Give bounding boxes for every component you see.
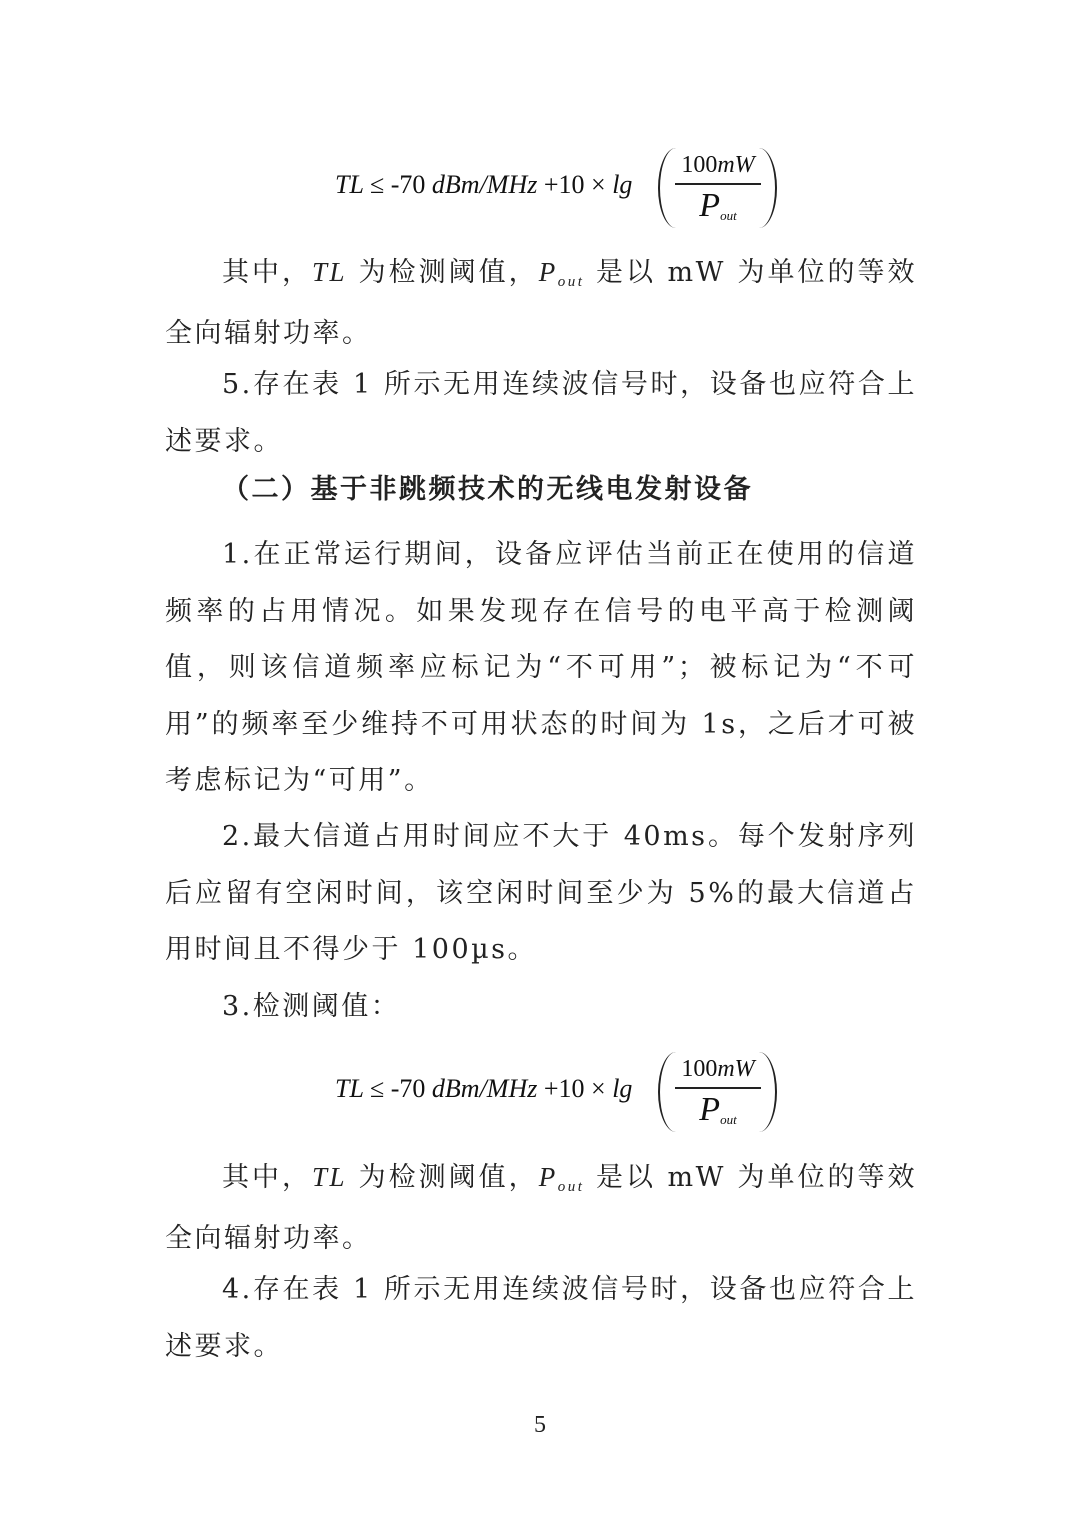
section2-item-4: 4.存在表 1 所示无用连续波信号时，设备也应符合上述要求。 bbox=[165, 1274, 917, 1362]
right-paren bbox=[759, 1052, 777, 1132]
fraction: 100mW Pout bbox=[675, 1052, 761, 1137]
formula-explanation-1: 其中，TL 为检测阈值，Pout 是以 mW 为单位的等效全向辐射功率。 bbox=[165, 257, 917, 349]
formula-explanation-2: 其中，TL 为检测阈值，Pout 是以 mW 为单位的等效全向辐射功率。 bbox=[165, 1162, 917, 1254]
left-paren bbox=[658, 1052, 676, 1132]
section2-item-3: 3.检测阈值： bbox=[222, 991, 401, 1022]
section2-item-1: 1.在正常运行期间，设备应评估当前正在使用的信道频率的占用情况。如果发现存在信号的电平高于检测阈值，则该信道频率应标记为“不可用”；被标记为“不可用”的频率至少维持不可用状态的时间为 1s，之后才可被考虑标记为“可用”。 bbox=[165, 539, 917, 796]
right-paren bbox=[759, 148, 777, 228]
section2-heading: （二）基于非跳频技术的无线电发射设备 bbox=[222, 474, 753, 505]
threshold-formula-2: TL ≤ -70 dBm/MHz +10 × lg 100mW Pout bbox=[335, 1052, 785, 1136]
formula-lhs: TL bbox=[335, 170, 364, 199]
page-number: 5 bbox=[534, 1412, 546, 1438]
threshold-formula-1: TL ≤ -70 dBm/MHz +10 × lg 100mW Pout bbox=[335, 148, 785, 232]
left-paren bbox=[658, 148, 676, 228]
section1-item-5: 5.存在表 1 所示无用连续波信号时，设备也应符合上述要求。 bbox=[165, 369, 917, 457]
section2-item-2: 2.最大信道占用时间应不大于 40ms。每个发射序列后应留有空闲时间，该空闲时间至少为 5%的最大信道占用时间且不得少于 100µs。 bbox=[165, 821, 917, 965]
fraction: 100mW Pout bbox=[675, 148, 761, 233]
